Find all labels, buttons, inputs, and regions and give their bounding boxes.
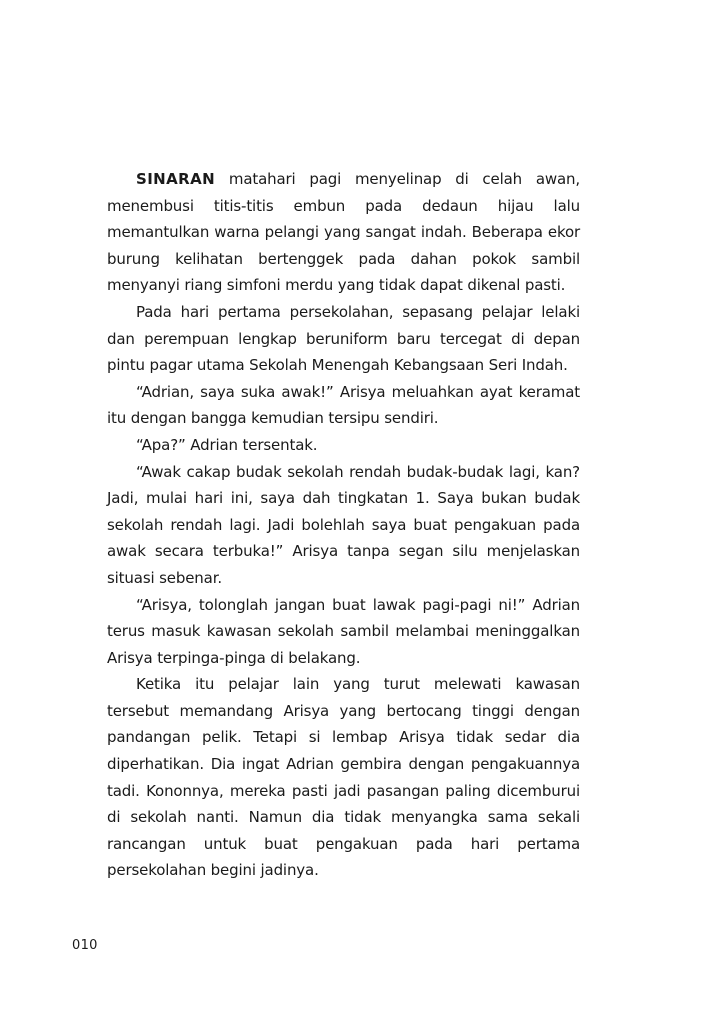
- paragraph-6: “Arisya, tolonglah jangan buat lawak pagi-pagi ni!” Adrian terus masuk kawasan sekolah sambil melambai meninggalkan Arisya terpinga-pinga di belakang.: [107, 595, 580, 667]
- paragraph-7: Ketika itu pelajar lain yang turut melewati kawasan tersebut memandang Arisya yang bertocang tinggi dengan pandangan pelik. Tetapi si lembap Arisya tidak sedar dia diperhatikan. Dia ingat Adrian gembira dengan pengakuannya tadi. Kononnya, mereka pasti jadi pasangan paling dicemburui di sekolah nanti. Namun dia tidak menyangka sama sekali rancangan untuk buat pengakuan pada hari pertama persekolahan begini jadinya.: [107, 675, 580, 880]
- paragraph-3: “Adrian, saya suka awak!” Arisya meluahkan ayat keramat itu dengan bangga kemudian tersipu sendiri.: [107, 382, 580, 428]
- page-body: [107, 166, 580, 884]
- paragraph-5: “Awak cakap budak sekolah rendah budak-budak lagi, kan? Jadi, mulai hari ini, saya dah tingkatan 1. Saya bukan budak sekolah rendah lagi. Jadi bolehlah saya buat pengakuan pada awak secara terbuka!” Arisya tanpa segan silu menjelaskan situasi sebenar.: [107, 462, 580, 587]
- paragraph-1: [107, 166, 580, 299]
- opening-word: SINARAN: [136, 170, 216, 188]
- paragraph-1-text: matahari pagi menyelinap di celah awan, menembusi titis-titis embun pada dedaun hijau lalu memantulkan warna pelangi yang sangat indah. Beberapa ekor burung kelihatan bertenggek pada dahan pokok sambil menyanyi riang simfoni merdu yang tidak dapat dikenal pasti.: [107, 170, 580, 295]
- page-number: 010: [72, 938, 98, 953]
- paragraph-4: “Apa?” Adrian tersentak.: [136, 435, 318, 454]
- paragraph-2: Pada hari pertama persekolahan, sepasang pelajar lelaki dan perempuan lengkap beruniform baru tercegat di depan pintu pagar utama Sekolah Menengah Kebangsaan Seri Indah.: [107, 302, 580, 375]
